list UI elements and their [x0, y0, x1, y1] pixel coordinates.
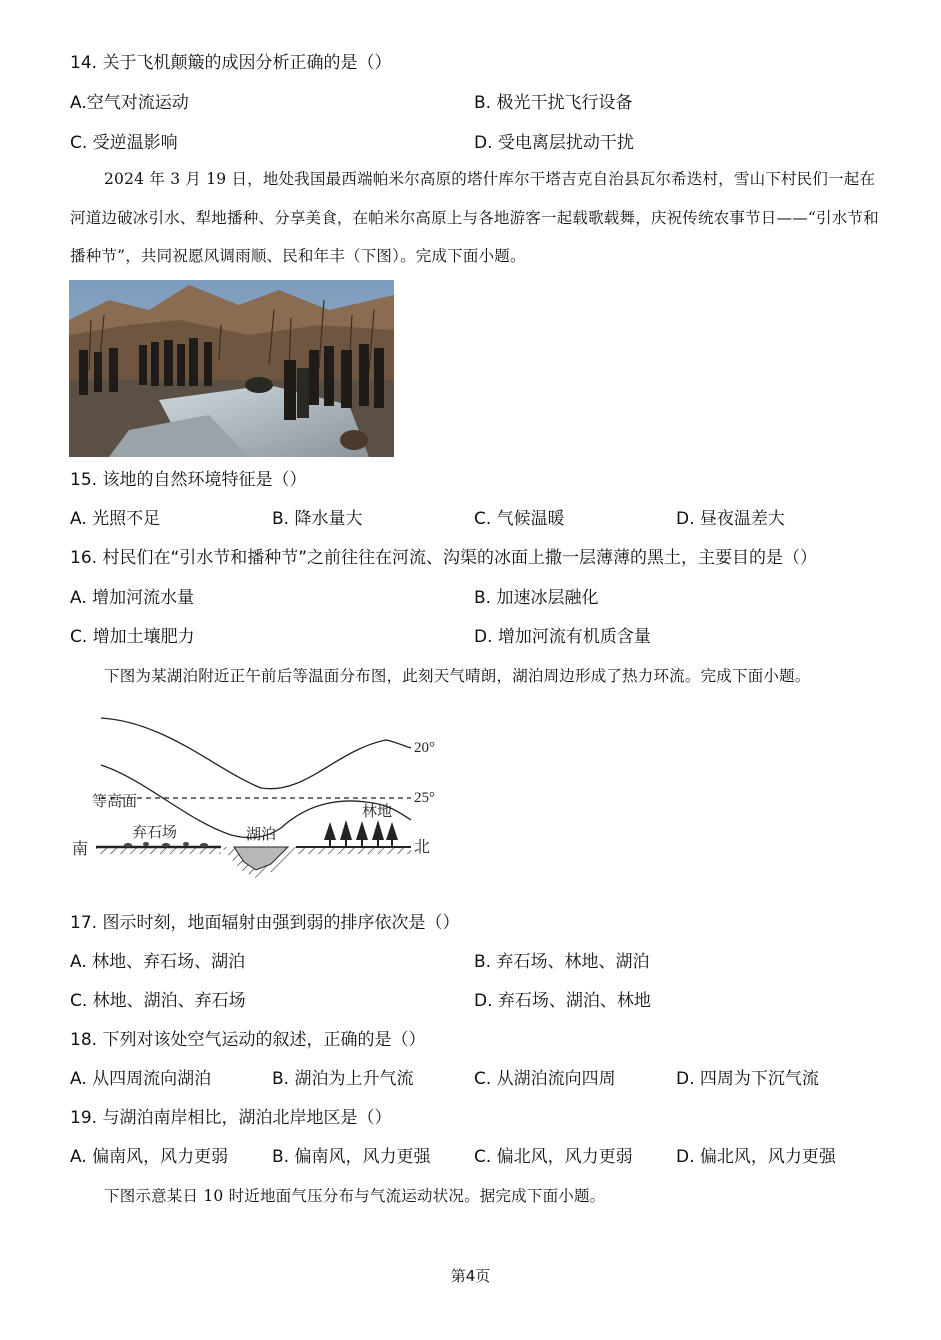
q17-option-b: B. 弃石场、林地、湖泊	[474, 952, 650, 972]
label-south: 南	[72, 839, 89, 858]
label-contour: 等高面	[92, 792, 138, 810]
q14-stem: 14. 关于飞机颠簸的成因分析正确的是（）	[70, 53, 392, 73]
q15-option-b: B. 降水量大	[272, 509, 363, 529]
festival-photo	[69, 280, 394, 457]
q19-option-a: A. 偏南风，风力更弱	[70, 1147, 229, 1167]
q19-option-d: D. 偏北风，风力更强	[676, 1147, 836, 1167]
q17-option-c: C. 林地、湖泊、弃石场	[70, 991, 246, 1011]
intro-pressure: 下图示意某日 10 时近地面气压分布与气流运动状况。据完成下面小题。	[104, 1187, 606, 1205]
q18-option-d: D. 四周为下沉气流	[676, 1069, 819, 1089]
label-iso25: 25°	[414, 790, 435, 806]
q15-option-d: D. 昼夜温差大	[676, 509, 785, 529]
q14-option-b: B. 极光干扰飞行设备	[474, 93, 633, 113]
q18-option-b: B. 湖泊为上升气流	[272, 1069, 414, 1089]
q19-stem: 19. 与湖泊南岸相比，湖泊北岸地区是（）	[70, 1108, 392, 1128]
page-number: 第4页	[450, 1267, 491, 1285]
label-iso20: 20°	[414, 740, 435, 756]
label-north: 北	[414, 837, 431, 856]
q16-option-c: C. 增加土壤肥力	[70, 627, 195, 647]
q19-option-c: C. 偏北风，风力更弱	[474, 1147, 633, 1167]
q15-option-c: C. 气候温暖	[474, 509, 565, 529]
q17-option-a: A. 林地、弃石场、湖泊	[70, 952, 246, 972]
q16-stem: 16. 村民们在“引水节和播种节”之前往往在河流、沟渠的冰面上撒一层薄薄的黑土，主要目的是（）	[70, 548, 818, 568]
forest-trees	[324, 820, 398, 846]
label-forest: 林地	[362, 802, 393, 820]
q17-stem: 17. 图示时刻，地面辐射由强到弱的排序依次是（）	[70, 913, 460, 933]
q16-option-d: D. 增加河流有机质含量	[474, 627, 651, 647]
intro-isotherm: 下图为某湖泊附近正午前后等温面分布图，此刻天气晴朗，湖泊周边形成了热力环流。完成下面小题。	[104, 667, 811, 685]
q18-option-c: C. 从湖泊流向四周	[474, 1069, 616, 1089]
q14-option-d: D. 受电离层扰动干扰	[474, 133, 634, 153]
q18-option-a: A. 从四周流向湖泊	[70, 1069, 212, 1089]
isotherm-diagram	[66, 710, 446, 890]
q19-option-b: B. 偏南风，风力更强	[272, 1147, 431, 1167]
q17-option-d: D. 弃石场、湖泊、林地	[474, 991, 651, 1011]
q16-option-b: B. 加速冰层融化	[474, 588, 599, 608]
q16-option-a: A. 增加河流水量	[70, 588, 195, 608]
q14-option-c: C. 受逆温影响	[70, 133, 178, 153]
label-quarry: 弃石场	[132, 823, 178, 841]
q15-stem: 15. 该地的自然环境特征是（）	[70, 470, 307, 490]
q18-stem: 18. 下列对该处空气运动的叙述，正确的是（）	[70, 1030, 426, 1050]
q15-option-a: A. 光照不足	[70, 509, 161, 529]
passage-festival: 2024 年 3 月 19 日，地处我国最西端帕米尔高原的塔什库尔干塔吉克自治县瓦尔希迭村，雪山下村民们一起在河道边破冰引水、犁地播种、分享美食，在帕米尔高原上与各地游客一起载歌载舞，庆祝传统农事节日——“引水节和播种节”，共同祝愿风调雨顺、民和年丰（下图）。完成下面小题。	[70, 170, 879, 265]
q14-option-a: A.空气对流运动	[70, 93, 189, 113]
isotherm-20-line	[101, 718, 411, 789]
label-lake: 湖泊	[246, 825, 277, 843]
